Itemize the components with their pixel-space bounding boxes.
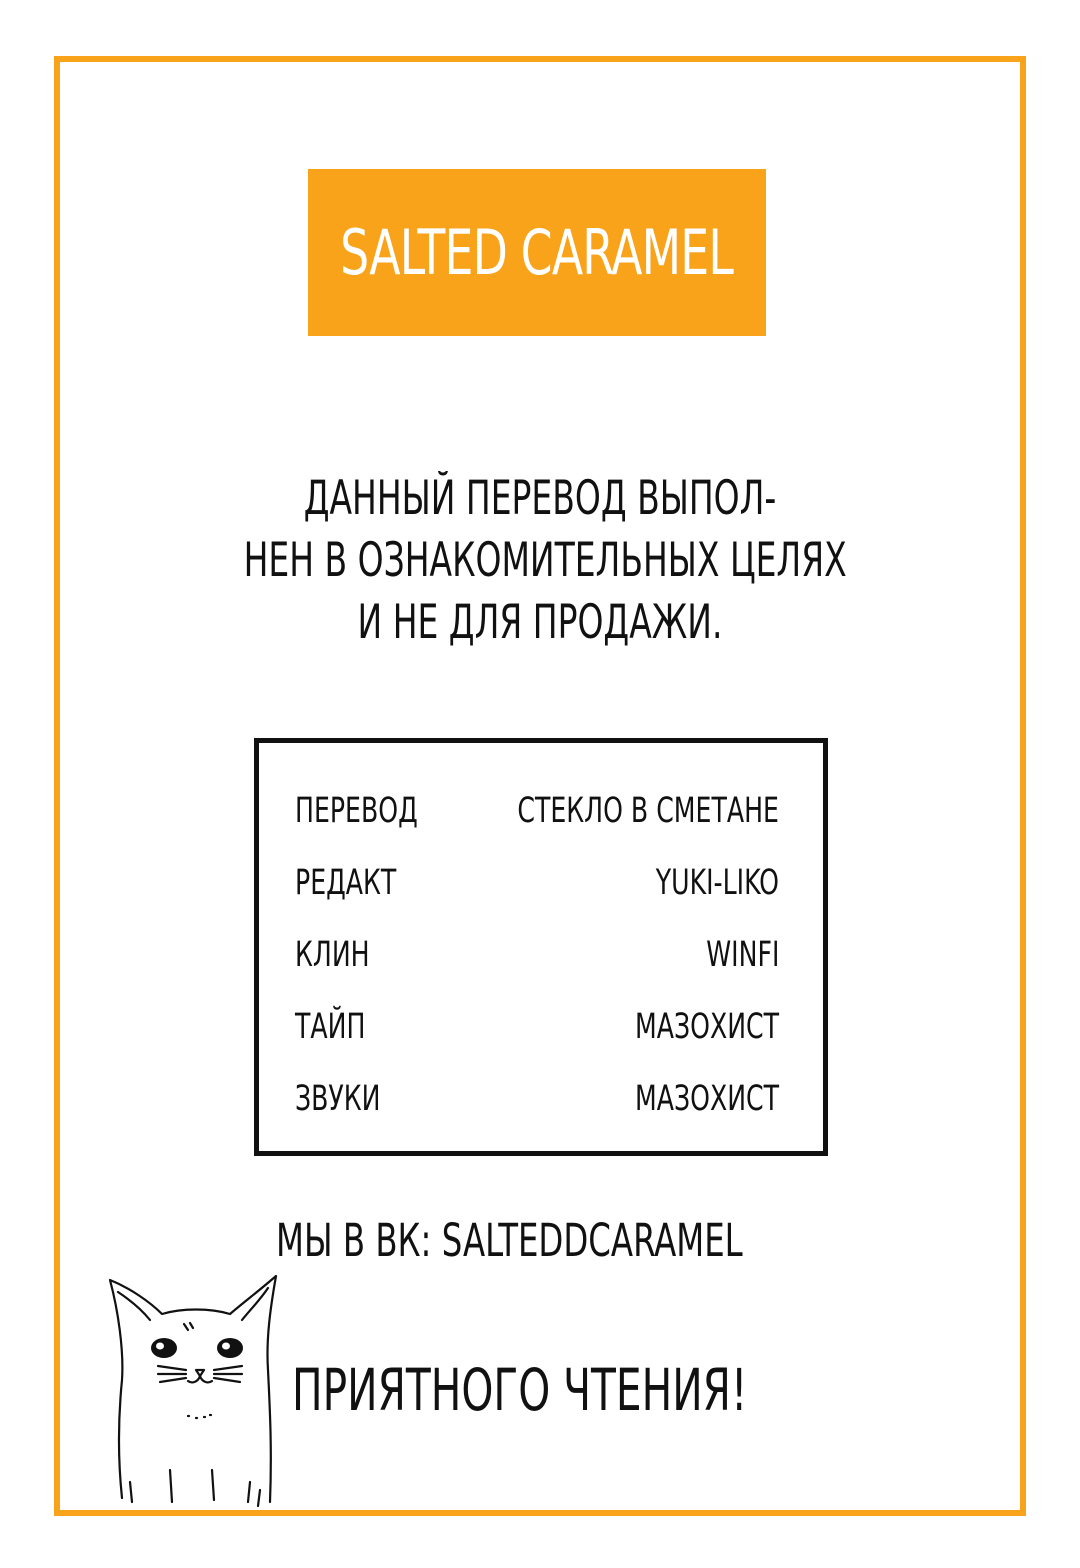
credit-name: МАЗОХИСТ — [634, 1079, 779, 1119]
disclaimer — [160, 468, 920, 654]
credit-row — [295, 863, 779, 903]
credit-name: СТЕКЛО В СМЕТАНЕ — [517, 791, 779, 831]
credit-name: МАЗОХИСТ — [634, 1007, 779, 1047]
logo-text: SALTED CARAMEL — [340, 216, 734, 289]
disclaimer-line: И НЕ ДЛЯ ПРОДАЖИ. — [357, 595, 723, 650]
credit-role: РЕДАКТ — [295, 863, 397, 903]
credit-row — [295, 791, 779, 831]
credit-name: YUKI-LIKO — [655, 863, 779, 903]
credit-row — [295, 935, 779, 975]
disclaimer-line: НЕН В ОЗНАКОМИТЕЛЬНЫХ ЦЕЛЯХ — [243, 533, 847, 588]
cat-icon — [100, 1270, 290, 1510]
credits-box — [254, 738, 828, 1156]
credit-role: ЗВУКИ — [295, 1079, 381, 1119]
group-logo — [308, 169, 766, 336]
credit-name: WINFI — [705, 935, 779, 975]
enjoy-reading: ПРИЯТНОГО ЧТЕНИЯ! — [292, 1356, 748, 1424]
credit-row — [295, 1007, 779, 1047]
credit-role: ПЕРЕВОД — [295, 791, 418, 831]
vk-link: МЫ В ВК: SALTEDDCARAMEL — [276, 1214, 743, 1267]
credit-role: ТАЙП — [295, 1007, 366, 1047]
disclaimer-line: ДАННЫЙ ПЕРЕВОД ВЫПОЛ- — [303, 471, 777, 526]
credit-role: КЛИН — [295, 935, 370, 975]
credit-row — [295, 1079, 779, 1119]
